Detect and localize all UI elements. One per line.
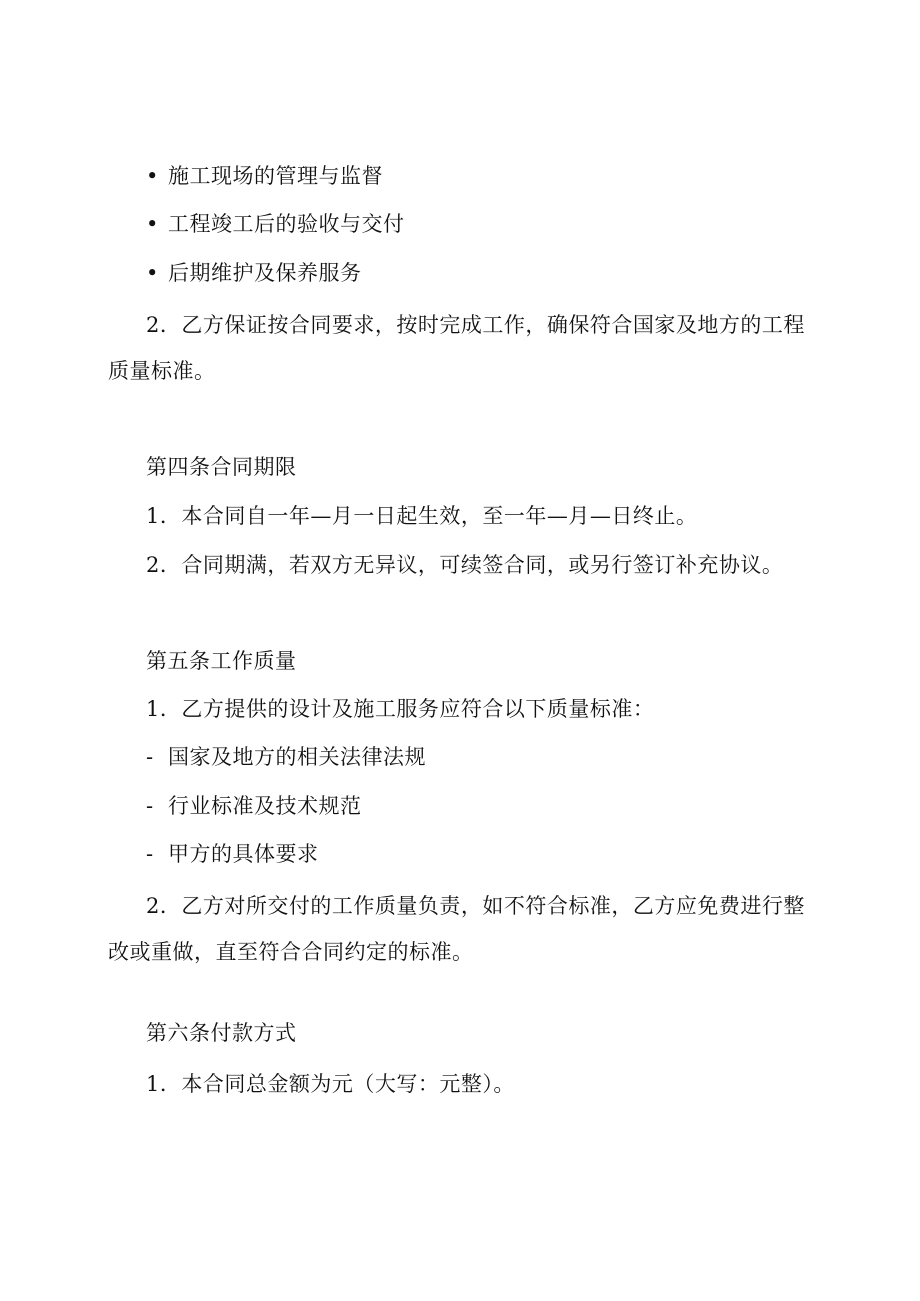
bullet-text: 后期维护及保养服务 [168,261,362,285]
paragraph-line: 1．乙方提供的设计及施工服务应符合以下质量标准： [146,697,655,721]
dash-marker: - [146,794,154,818]
bullet-item [146,259,362,287]
bullet-marker: • [146,261,159,285]
bullet-text: 施工现场的管理与监督 [168,164,383,188]
dash-marker: - [146,745,154,769]
bullet-marker: • [146,164,159,188]
paragraph-line: 1．本合同总金额为元（大写：元整）。 [146,1072,515,1096]
paragraph-line: 改或重做，直至符合合同约定的标准。 [108,940,474,964]
list-item-text: 甲方的具体要求 [168,842,319,866]
paragraph-line: 1．本合同自一年—月一日起生效，至一年—月—日终止。 [146,504,698,528]
paragraph-line: 2．乙方保证按合同要求，按时完成工作，确保符合国家及地方的工程 [146,313,805,337]
paragraph-line: 2．乙方对所交付的工作质量负责，如不符合标准，乙方应免费进行整 [146,894,805,918]
bullet-marker: • [146,212,159,236]
list-item [146,792,362,820]
paragraph-line: 质量标准。 [108,359,216,383]
paragraph-line: 2．合同期满，若双方无异议，可续签合同，或另行签订补充协议。 [146,553,784,577]
list-item [146,840,319,868]
bullet-text: 工程竣工后的验收与交付 [168,212,405,236]
bullet-item [146,162,383,190]
article-heading: 第五条工作质量 [146,649,297,673]
dash-marker: - [146,842,154,866]
article-heading: 第四条合同期限 [146,455,297,479]
bullet-item [146,210,405,238]
list-item [146,743,426,771]
list-item-text: 行业标准及技术规范 [168,794,362,818]
article-heading: 第六条付款方式 [146,1021,297,1045]
list-item-text: 国家及地方的相关法律法规 [168,745,426,769]
